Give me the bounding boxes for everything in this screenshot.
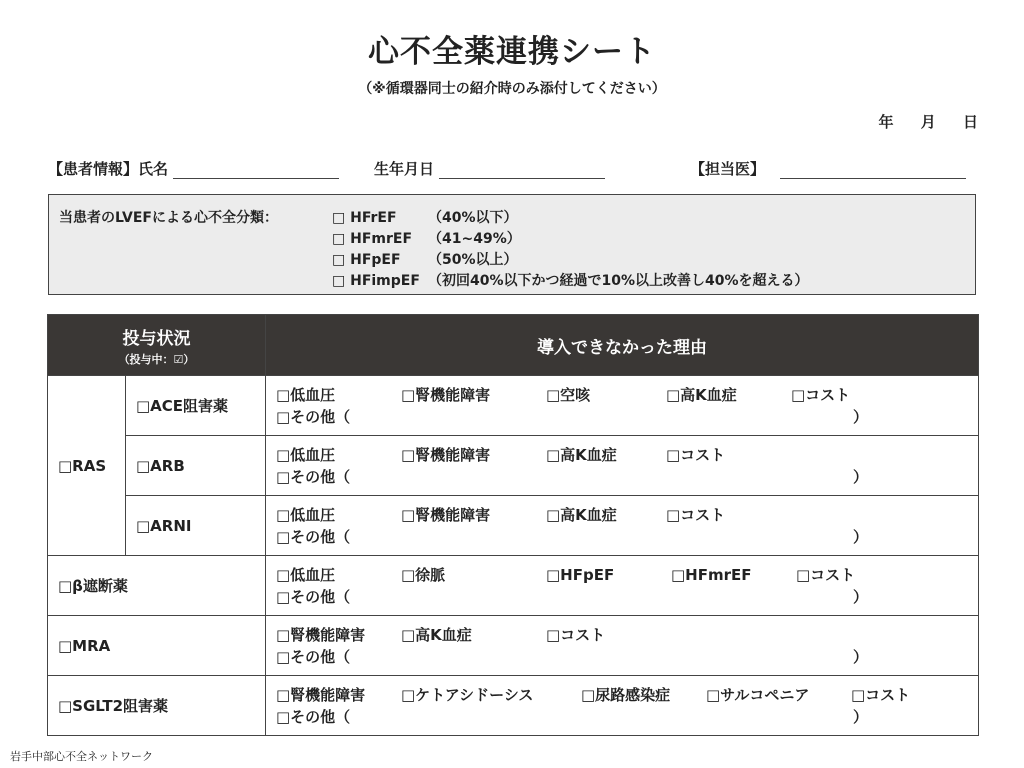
table-row bbox=[48, 556, 979, 616]
reason-option[interactable]: □HFmrEF bbox=[671, 565, 752, 584]
reason-option[interactable]: □高K血症 bbox=[666, 385, 737, 404]
lvef-option-hfmref[interactable]: □ HFmrEF （41~49%） bbox=[332, 231, 521, 247]
page-title: 心不全薬連携シート bbox=[368, 34, 656, 70]
reason-option[interactable]: □尿路感染症 bbox=[581, 685, 671, 704]
other-option[interactable]: □その他（ bbox=[276, 407, 351, 426]
reason-option[interactable]: □サルコペニア bbox=[706, 685, 810, 704]
table-row bbox=[48, 376, 979, 436]
reason-cell bbox=[266, 436, 979, 496]
table-row bbox=[48, 436, 979, 496]
other-close: ） bbox=[852, 647, 868, 666]
reason-option[interactable]: □空咳 bbox=[546, 385, 591, 404]
other-close: ） bbox=[852, 707, 868, 726]
reason-option[interactable]: □コスト bbox=[546, 625, 606, 644]
lvef-label: 当患者のLVEFによる心不全分類： bbox=[59, 210, 278, 226]
other-option[interactable]: □その他（ bbox=[276, 467, 351, 486]
table-row bbox=[48, 616, 979, 676]
reason-option[interactable]: □徐脈 bbox=[401, 565, 446, 584]
reason-option[interactable]: □コスト bbox=[666, 445, 726, 464]
reason-cell bbox=[266, 676, 979, 736]
drug-checkbox[interactable]: □SGLT2阻害薬 bbox=[48, 676, 266, 736]
reason-option[interactable]: □高K血症 bbox=[546, 445, 617, 464]
reason-option[interactable]: □低血圧 bbox=[276, 385, 336, 404]
drug-checkbox[interactable]: □RAS bbox=[48, 376, 126, 556]
birthdate-label: 生年月日 bbox=[374, 160, 435, 178]
reason-option[interactable]: □腎機能障害 bbox=[401, 385, 491, 404]
table-row bbox=[48, 496, 979, 556]
reason-option[interactable]: □高K血症 bbox=[401, 625, 472, 644]
reason-option[interactable]: □腎機能障害 bbox=[276, 625, 366, 644]
subdrug-checkbox[interactable]: □ARB bbox=[126, 436, 266, 496]
other-close: ） bbox=[852, 467, 868, 486]
reason-option[interactable]: □低血圧 bbox=[276, 445, 336, 464]
header-reason: 導入できなかった理由 bbox=[266, 315, 979, 376]
reason-option[interactable]: □コスト bbox=[851, 685, 911, 704]
reason-cell bbox=[266, 496, 979, 556]
patient-name-field[interactable] bbox=[48, 158, 339, 179]
table-row bbox=[48, 676, 979, 736]
other-option[interactable]: □その他（ bbox=[276, 647, 351, 666]
reason-cell bbox=[266, 616, 979, 676]
reason-option[interactable]: □コスト bbox=[796, 565, 856, 584]
lvef-classification-box bbox=[48, 194, 976, 295]
header-status: 投与状況 （投与中：☑） bbox=[48, 315, 266, 376]
lvef-option-hfref[interactable]: □ HFrEF （40%以下） bbox=[332, 210, 518, 226]
reason-option[interactable]: □腎機能障害 bbox=[276, 685, 366, 704]
patient-name-line[interactable] bbox=[173, 159, 339, 179]
reason-cell bbox=[266, 556, 979, 616]
footer: 岩手中部心不全ネットワーク bbox=[10, 750, 153, 763]
drug-checkbox[interactable]: □MRA bbox=[48, 616, 266, 676]
reason-option[interactable]: □コスト bbox=[791, 385, 851, 404]
patient-name-label: 【患者情報】氏名 bbox=[48, 160, 169, 178]
other-close: ） bbox=[852, 527, 868, 546]
date-field[interactable]: 年 月 日 bbox=[878, 113, 978, 131]
medication-table bbox=[47, 314, 979, 736]
reason-option[interactable]: □ケトアシドーシス bbox=[401, 685, 534, 704]
lvef-option-hfimpef[interactable]: □ HFimpEF （初回40%以下かつ経過で10%以上改善し40%を超える） bbox=[332, 273, 809, 289]
reason-option[interactable]: □腎機能障害 bbox=[401, 445, 491, 464]
reason-option[interactable]: □腎機能障害 bbox=[401, 505, 491, 524]
other-close: ） bbox=[852, 407, 868, 426]
doctor-field[interactable] bbox=[690, 158, 966, 179]
subdrug-checkbox[interactable]: □ARNI bbox=[126, 496, 266, 556]
reason-option[interactable]: □HFpEF bbox=[546, 565, 615, 584]
reason-cell bbox=[266, 376, 979, 436]
reason-option[interactable]: □高K血症 bbox=[546, 505, 617, 524]
birthdate-field[interactable] bbox=[374, 158, 605, 179]
page-subtitle: （※循環器同士の紹介時のみ添付してください） bbox=[358, 81, 666, 97]
other-option[interactable]: □その他（ bbox=[276, 527, 351, 546]
doctor-label: 【担当医】 bbox=[690, 160, 766, 178]
other-option[interactable]: □その他（ bbox=[276, 587, 351, 606]
subdrug-checkbox[interactable]: □ACE阻害薬 bbox=[126, 376, 266, 436]
drug-checkbox[interactable]: □β遮断薬 bbox=[48, 556, 266, 616]
birthdate-line[interactable] bbox=[439, 159, 605, 179]
reason-option[interactable]: □低血圧 bbox=[276, 505, 336, 524]
reason-option[interactable]: □コスト bbox=[666, 505, 726, 524]
other-close: ） bbox=[852, 587, 868, 606]
lvef-option-hfpef[interactable]: □ HFpEF （50%以上） bbox=[332, 252, 518, 268]
doctor-line[interactable] bbox=[780, 159, 966, 179]
reason-option[interactable]: □低血圧 bbox=[276, 565, 336, 584]
other-option[interactable]: □その他（ bbox=[276, 707, 351, 726]
